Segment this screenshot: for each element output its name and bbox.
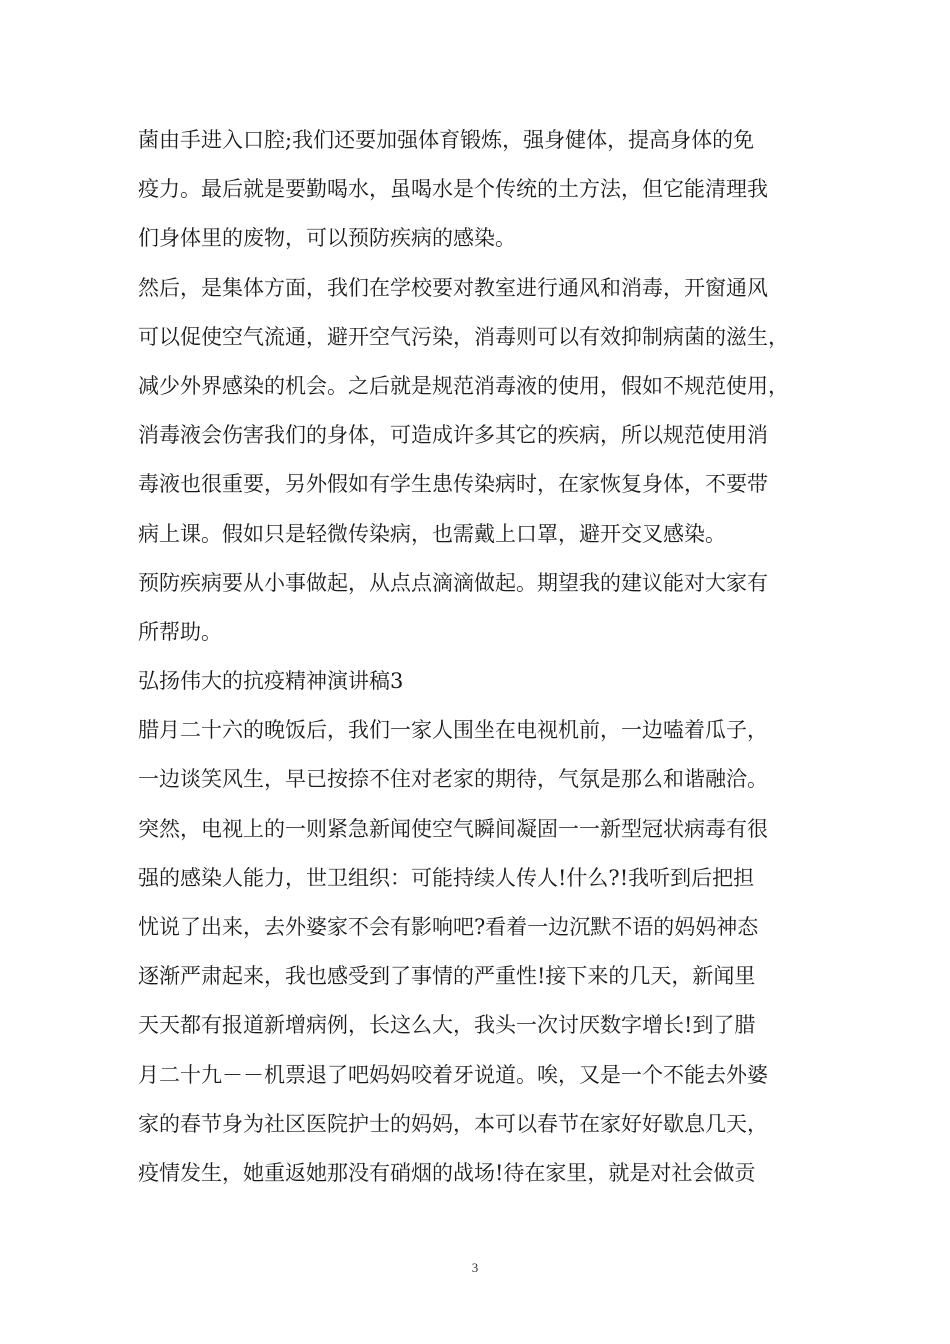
text-line: 天天都有报道新增病例，长这么大，我头一次讨厌数字增长!到了腊 [138, 1013, 756, 1038]
body-text [138, 116, 828, 1198]
text-line: 一边谈笑风生，早已按捺不住对老家的期待，气氛是那么和谐融洽。 [138, 767, 768, 792]
text-line: 然后，是集体方面，我们在学校要对教室进行通风和消毒，开窗通风 [138, 275, 768, 300]
text-line: 忧说了出来，去外婆家不会有影响吧?看着一边沉默不语的妈妈神态 [138, 915, 759, 939]
page-number: 3 [471, 1260, 479, 1275]
text-line: 病上课。假如只是轻微传染病，也需戴上口罩，避开交叉感染。 [138, 521, 726, 546]
text-line: 疫力。最后就是要勤喝水，虽喝水是个传统的土方法，但它能清理我 [138, 177, 768, 202]
section-heading: 弘扬伟大的抗疫精神演讲稿3 [138, 669, 404, 694]
text-line: 月二十九－－机票退了吧妈妈咬着牙说道。唉，又是一个不能去外婆 [138, 1062, 768, 1087]
text-line: 菌由手进入口腔;我们还要加强体育锻炼，强身健体，提高身体的免 [138, 128, 755, 152]
text-line: 预防疾病要从小事做起，从点点滴滴做起。期望我的建议能对大家有 [138, 570, 768, 595]
text-line: 减少外界感染的机会。之后就是规范消毒液的使用，假如不规范使用， [138, 373, 789, 398]
text-line: 毒液也很重要，另外假如有学生患传染病时，在家恢复身体，不要带 [138, 472, 768, 497]
text-line: 消毒液会伤害我们的身体，可造成许多其它的疾病，所以规范使用消 [138, 423, 768, 448]
text-line: 所帮助。 [138, 619, 222, 644]
text-line: 突然，电视上的一则紧急新闻使空气瞬间凝固一一新型冠状病毒有很 [138, 816, 768, 841]
text-line: 逐渐严肃起来，我也感受到了事情的严重性!接下来的几天，新闻里 [138, 964, 756, 989]
text-line: 家的春节身为社区医院护士的妈妈，本可以春节在家好好歇息几天， [138, 1111, 768, 1136]
text-line: 们身体里的废物，可以预防疾病的感染。 [138, 226, 516, 251]
text-line: 疫情发生，她重返她那没有硝烟的战场!待在家里，就是对社会做贡 [138, 1160, 756, 1185]
text-line: 腊月二十六的晚饭后，我们一家人围坐在电视机前，一边嗑着瓜子， [138, 718, 768, 743]
text-line: 可以促使空气流通，避开空气污染，消毒则可以有效抑制病菌的滋生， [138, 324, 789, 349]
text-line: 强的感染人能力，世卫组织：可能持续人传人!什么?!我听到后把担 [138, 865, 755, 890]
